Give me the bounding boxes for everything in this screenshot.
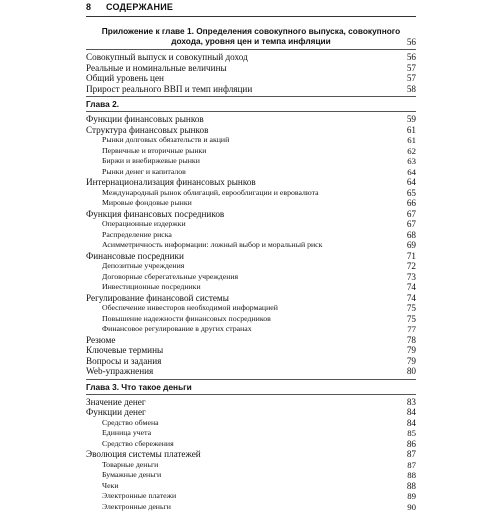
toc-entry-page: 74: [407, 293, 416, 304]
toc-entry-label: Электронные платежи: [102, 491, 176, 502]
toc-entry-label: Биржи и внебиржевые рынки: [102, 156, 200, 167]
toc-entry-page: 89: [407, 491, 416, 502]
toc-entry: [86, 135, 416, 146]
toc-entry: [86, 303, 416, 314]
toc-entry-label: Прирост реального ВВП и темп инфляции: [86, 84, 252, 95]
toc-entry: [86, 356, 416, 367]
toc-entry: [86, 251, 416, 262]
toc-entry-label: Операционные издержки: [102, 219, 186, 230]
running-head: [86, 2, 416, 14]
toc-entry: [86, 282, 416, 293]
toc-entry-page: 57: [407, 63, 416, 74]
toc-entry-page: 63: [407, 156, 416, 167]
toc-entry-label: Чеки: [102, 481, 119, 492]
toc-entry-label: Финансовые посредники: [86, 251, 184, 262]
toc-entry-page: 64: [407, 177, 416, 188]
toc-entry: [86, 114, 416, 125]
toc-entry-label: Резюме: [86, 335, 115, 346]
chapter-2-entries: [86, 114, 416, 377]
toc-entry-label: Функции денег: [86, 407, 146, 418]
toc-entry-label: Инвестиционные посредники: [102, 282, 201, 293]
toc-entry-page: 75: [407, 303, 416, 314]
toc-entry: [86, 314, 416, 325]
toc-entry-page: 58: [407, 84, 416, 95]
toc-entry-label: Мировые фондовые рынки: [102, 198, 192, 209]
toc-entry-page: 59: [407, 114, 416, 125]
appendix-title-line-1: Приложение к главе 1. Определения совокупного выпуска, совокупного: [86, 26, 416, 36]
toc-entry-page: 84: [407, 418, 416, 429]
toc-entry-label: Рынки денег и капиталов: [102, 167, 186, 178]
toc-entry-label: Первичные и вторичные рынки: [102, 146, 206, 157]
toc-entry-page: 75: [407, 314, 416, 325]
toc-entry-label: Международный рынок облигаций, еврооблигации и евровалюта: [102, 188, 319, 199]
toc-entry-label: Товарные деньги: [102, 460, 158, 471]
toc-entry-label: Общий уровень цен: [86, 73, 164, 84]
toc-entry-label: Web-упражнения: [86, 366, 153, 377]
toc-entry: [86, 366, 416, 377]
running-head-title: СОДЕРЖАНИЕ: [106, 2, 173, 12]
toc-entry: [86, 345, 416, 356]
toc-entry-page: 87: [407, 449, 416, 460]
toc-entry-page: 56: [407, 52, 416, 63]
toc-entry-label: Функции финансовых рынков: [86, 114, 204, 125]
toc-entry: [86, 428, 416, 439]
toc-entry: [86, 73, 416, 84]
chapter-2-heading: Глава 2.: [86, 99, 416, 110]
toc-entry-page: 77: [407, 324, 416, 335]
toc-entry-page: 90: [407, 502, 416, 512]
toc-entry: [86, 125, 416, 136]
toc-entry-label: Совокупный выпуск и совокупный доход: [86, 52, 248, 63]
toc-entry: [86, 293, 416, 304]
appendix-entries: [86, 52, 416, 94]
toc-entry-label: Значение денег: [86, 397, 146, 408]
toc-entry-label: Регулирование финансовой системы: [86, 293, 229, 304]
toc-entry: [86, 335, 416, 346]
toc-entry: [86, 198, 416, 209]
toc-entry: [86, 439, 416, 450]
toc-entry-page: 67: [407, 209, 416, 220]
toc-entry: [86, 219, 416, 230]
toc-entry: [86, 324, 416, 335]
toc-entry: [86, 418, 416, 429]
section-rule: [86, 379, 416, 380]
toc-entry: [86, 470, 416, 481]
toc-entry: [86, 502, 416, 512]
toc-entry-page: 69: [407, 240, 416, 251]
toc-entry-page: 62: [407, 146, 416, 157]
toc-entry-page: 61: [407, 125, 416, 136]
toc-entry-page: 73: [407, 272, 416, 283]
toc-entry: [86, 177, 416, 188]
toc-entry-page: 61: [407, 135, 416, 146]
toc-entry-label: Электронные деньги: [102, 502, 171, 512]
toc-entry-page: 57: [407, 73, 416, 84]
appendix-heading: [86, 26, 416, 48]
toc-entry-page: 68: [407, 230, 416, 241]
toc-entry-page: 72: [407, 261, 416, 272]
toc-entry-label: Единица учета: [102, 428, 151, 439]
toc-entry-label: Повышение надежности финансовых посредников: [102, 314, 271, 325]
toc-entry-page: 88: [407, 470, 416, 481]
toc-entry-page: 84: [407, 407, 416, 418]
toc-entry-label: Обеспечение инвесторов необходимой информацией: [102, 303, 278, 314]
toc-entry: [86, 146, 416, 157]
toc-entry-label: Распределение риска: [102, 230, 172, 241]
toc-entry-page: 71: [407, 251, 416, 262]
toc-entry-page: 87: [407, 460, 416, 471]
toc-entry-page: 88: [407, 481, 416, 492]
toc-entry: [86, 63, 416, 74]
toc-entry-label: Договорные сберегательные учреждения: [102, 272, 238, 283]
toc-entry: [86, 84, 416, 95]
toc-entry-label: Ключевые термины: [86, 345, 163, 356]
toc-entry-page: 86: [407, 439, 416, 450]
toc-entry-page: 74: [407, 282, 416, 293]
toc-entry: [86, 460, 416, 471]
toc-entry: [86, 167, 416, 178]
toc-entry: [86, 407, 416, 418]
toc-entry-page: 85: [407, 428, 416, 439]
toc-entry: [86, 397, 416, 408]
toc-entry: [86, 449, 416, 460]
toc-entry-page: 79: [407, 345, 416, 356]
toc-entry: [86, 230, 416, 241]
toc-entry-label: Средство сбережения: [102, 439, 174, 450]
chapter-3-heading: Глава 3. Что такое деньги: [86, 382, 416, 393]
toc-entry-label: Средство обмена: [102, 418, 159, 429]
header-rule: [86, 16, 416, 17]
toc-entry-label: Структура финансовых рынков: [86, 125, 208, 136]
toc-entry: [86, 188, 416, 199]
toc-entry: [86, 156, 416, 167]
toc-entry: [86, 272, 416, 283]
toc-entry-page: 78: [407, 335, 416, 346]
toc-entry-label: Асимметричность информации: ложный выбор и моральный риск: [102, 240, 322, 251]
appendix-title-line-2: дохода, уровня цен и темпа инфляции: [86, 36, 416, 46]
toc-entry: [86, 240, 416, 251]
toc-entry-label: Финансовое регулирование в других странах: [102, 324, 252, 335]
toc-entry-page: 65: [407, 188, 416, 199]
section-rule: [86, 96, 416, 97]
toc-entry-page: 64: [407, 167, 416, 178]
toc-entry-label: Рынки долговых обязательств и акций: [102, 135, 229, 146]
toc-entry-label: Интернационализация финансовых рынков: [86, 177, 256, 188]
toc-entry: [86, 52, 416, 63]
toc-entry-page: 83: [407, 397, 416, 408]
toc-entry-label: Функция финансовых посредников: [86, 209, 224, 220]
toc-entry-label: Бумажные деньги: [102, 470, 161, 481]
toc-entry: [86, 261, 416, 272]
toc-entry-label: Депозитные учреждения: [102, 261, 184, 272]
toc-entry-label: Вопросы и задания: [86, 356, 161, 367]
toc-entry-page: 66: [407, 198, 416, 209]
appendix-page: 56: [407, 37, 416, 47]
toc-entry-label: Эволюция системы платежей: [86, 449, 201, 460]
toc-entry-page: 67: [407, 219, 416, 230]
toc-entry-page: 80: [407, 366, 416, 377]
table-of-contents: [86, 26, 416, 512]
toc-entry-page: 79: [407, 356, 416, 367]
toc-entry: [86, 209, 416, 220]
toc-entry: [86, 481, 416, 492]
page-number: 8: [86, 2, 91, 12]
toc-entry-label: Реальные и номинальные величины: [86, 63, 227, 74]
chapter-3-entries: [86, 397, 416, 512]
